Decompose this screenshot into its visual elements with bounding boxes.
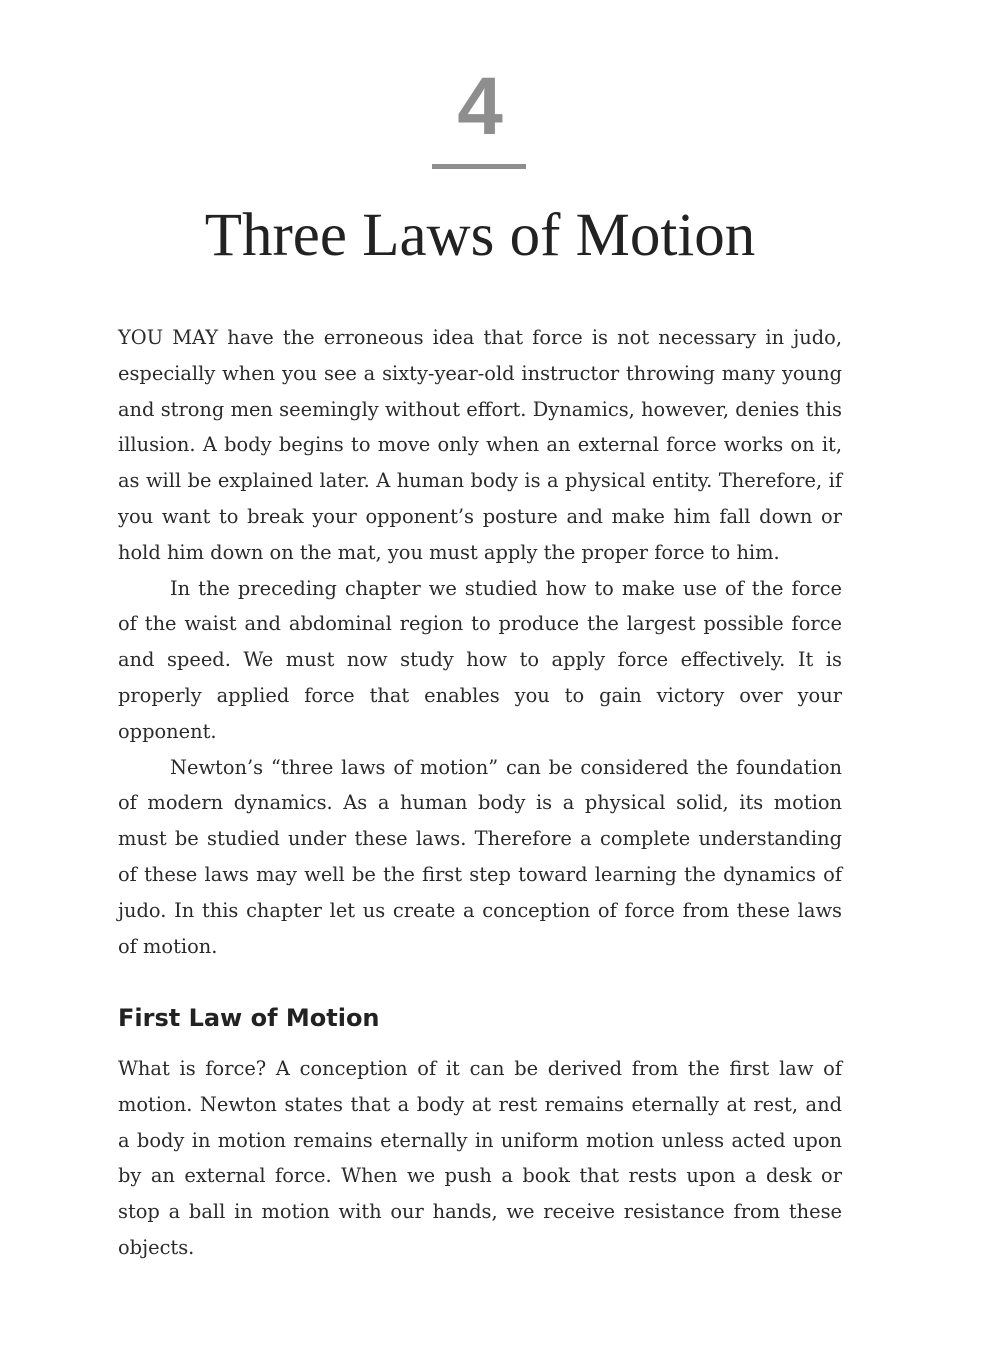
chapter-divider xyxy=(432,164,526,169)
paragraph: What is force? A conception of it can be derived from the first law of motion. Newton states that a body at rest remains eternally at rest, and a body in motion remains eternally in uniform motion unless acted upon by an external force. When we push a book that rests upon a desk or stop a ball in motion with our hands, we receive resistance from these objects. xyxy=(118,1057,842,1259)
chapter-number: 4 xyxy=(457,61,503,152)
paragraph: YOU MAY have the erroneous idea that force is not necessary in judo, especially when you see a sixty-year-old instructor throwing many young and strong men seemingly without effort. Dynamics, however, denies this illusion. A body begins to move only when an external force works on it, as will be explained later. A human body is a physical entity. Therefore, if you want to break your opponent’s posture and make him fall down or hold him down on the mat, you must apply the proper force to him. xyxy=(118,326,842,564)
paragraph: Newton’s “three laws of motion” can be considered the foundation of modern dynamics. As a human body is a physical solid, its motion must be studied under these laws. Therefore a complete understanding of these laws may well be the first step toward learning the dynamics of judo. In this chapter let us create a conception of force from these laws of motion. xyxy=(118,755,842,958)
chapter-title: Three Laws of Motion xyxy=(204,202,756,269)
section-text xyxy=(118,1051,842,1266)
section-heading: First Law of Motion xyxy=(118,1004,380,1032)
paragraph: In the preceding chapter we studied how to make use of the force of the waist and abdominal region to produce the largest possible force and speed. We must now study how to apply force effectively. It is properly applied force that enables you to gain victory over your opponent. xyxy=(118,576,842,743)
intro-text xyxy=(118,320,842,964)
